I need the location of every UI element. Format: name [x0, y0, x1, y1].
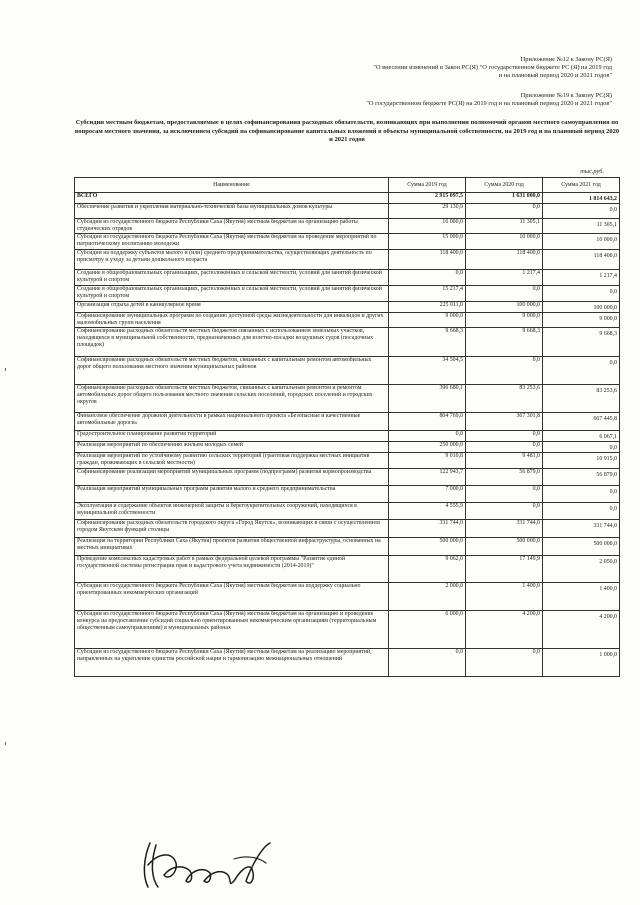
unit-label: тыс.руб. — [580, 168, 604, 175]
row-value-2020: 0,0 — [466, 649, 543, 677]
row-value-2019: 29 130,9 — [389, 204, 466, 219]
row-value-2020: 0,0 — [466, 204, 543, 219]
row-value-2020: 367 301,8 — [466, 413, 543, 431]
row-value-2021: 0,0 — [543, 486, 620, 503]
row-value-2020: 11 305,1 — [466, 219, 543, 234]
row-value-2020: 118 400,0 — [466, 250, 543, 270]
table-row — [75, 413, 620, 431]
table-row — [75, 385, 620, 413]
row-value-2021: 118 400,0 — [543, 250, 620, 270]
row-name-cell: Организация отдыха детей в каникулярное время — [75, 302, 389, 313]
row-value-2021: 10 915,0 — [543, 453, 620, 469]
header-2020: Сумма 2020 год — [466, 178, 543, 193]
row-name-cell: ВСЕГО — [75, 193, 389, 204]
row-value-2020: 0,0 — [466, 286, 543, 302]
row-value-2019: 16 000,0 — [389, 219, 466, 234]
row-name-cell: Реализация мероприятий муниципальных программ развития малого и среднего предпринимательства — [75, 486, 389, 503]
appendix-header-2 — [366, 92, 612, 108]
row-value-2019: 804 769,0 — [389, 413, 466, 431]
row-name-cell: Субсидии из государственного бюджета Республики Саха (Якутия) местным бюджетам на поддержку социально ориентированных некоммерческих организаций — [75, 583, 389, 611]
row-value-2019: 122 943,7 — [389, 469, 466, 486]
row-value-2020: 0,0 — [466, 503, 543, 520]
row-value-2019: 2 915 097,5 — [389, 193, 466, 204]
row-value-2020: 1 217,4 — [466, 270, 543, 286]
table-row — [75, 486, 620, 503]
row-value-2020: 56 879,0 — [466, 469, 543, 486]
row-value-2021: 0,0 — [543, 503, 620, 520]
row-value-2021: 331 744,0 — [543, 520, 620, 538]
row-name-cell: Создание в общеобразовательных организациях, расположенных в сельской местности, условий для занятий физической культурой и спортом — [75, 286, 389, 302]
table-row — [75, 538, 620, 556]
table-row — [75, 503, 620, 520]
row-name-cell: Софинансирование расходных обязательств местных бюджетов, связанных с капитальным ремонтом и ремонтом автомобильных дорог общего пользования местного значения сельских поселений, городских поселений и городских округов — [75, 385, 389, 413]
table-row — [75, 556, 620, 583]
scan-mark-2 — [5, 742, 6, 745]
table-header-row — [75, 178, 620, 193]
document-title: Субсидии местным бюджетам, предоставляемые в целях софинансирования расходных обязательств, возникающих при выполнении полномочий органов местного самоуправления по вопросам местного значения, за исключением субсидий на софинансирование капитальных вложений в объекты муниципальной собственности, на 2019 год и на плановый период 2020 и 2021 годов — [74, 119, 620, 144]
subsidies-table — [74, 177, 620, 677]
row-value-2019: 396 680,1 — [389, 385, 466, 413]
row-value-2019: 0,0 — [389, 270, 466, 286]
scan-mark-1 — [5, 368, 6, 371]
row-name-cell: Реализация мероприятий по устойчивому развитию сельских территорий (грантовая поддержка местных инициатив граждан, проживающих в сельской местности) — [75, 453, 389, 469]
row-value-2021: 4 200,0 — [543, 611, 620, 649]
row-value-2019: 9 062,0 — [389, 556, 466, 583]
row-name-cell: Обеспечение развития и укрепления материально-технической базы муниципальных домов культуры — [75, 204, 389, 219]
row-name-cell: Финансовое обеспечение дорожной деятельности в рамках национального проекта «Безопасные и качественные автомобильные дороги» — [75, 413, 389, 431]
row-name-cell: Софинансирование реализации мероприятий муниципальных программ (подпрограмм) развития кормопроизводства — [75, 469, 389, 486]
row-value-2021: 667 445,8 — [543, 413, 620, 431]
table-row — [75, 286, 620, 302]
row-value-2021: 0,0 — [543, 442, 620, 453]
appendix-1-line-3: и на плановый период 2020 и 2021 годов" — [498, 72, 612, 80]
appendix-2-line-2: "О государственном бюджете РС(Я) на 2019 год и на плановый период 2020 и 2021 годов" — [366, 100, 612, 108]
row-name-cell: Субсидии из государственного бюджета Республики Саха (Якутия) местным бюджетам на организацию работы студенческих отрядов — [75, 219, 389, 234]
row-value-2020: 17 149,9 — [466, 556, 543, 583]
row-value-2020: 9 000,0 — [466, 313, 543, 328]
row-value-2019: 15 217,4 — [389, 286, 466, 302]
table-row — [75, 442, 620, 453]
row-name-cell: Софинансирование расходных обязательств городского округа «Город Якутск», возникающих в связи с осуществлением городом Якутском функций столицы — [75, 520, 389, 538]
table-row — [75, 193, 620, 204]
appendix-2-line-1: Приложение №19 к Закону РС(Я) — [520, 92, 612, 99]
appendix-1-line-2: "О внесении изменений в Закон РС(Я) "О государственном бюджете РС (Я) на 2019 год — [373, 64, 612, 72]
row-value-2020: 10 000,0 — [466, 234, 543, 250]
row-value-2019: 225 011,0 — [389, 302, 466, 313]
row-value-2020: 100 000,0 — [466, 302, 543, 313]
row-value-2020: 1 631 000,0 — [466, 193, 543, 204]
row-value-2019: 15 000,0 — [389, 234, 466, 250]
row-value-2020: 0,0 — [466, 357, 543, 385]
row-name-cell: Реализация мероприятий по обеспечению жильем молодых семей — [75, 442, 389, 453]
row-value-2019: 2 000,0 — [389, 583, 466, 611]
table-row — [75, 204, 620, 219]
table-row — [75, 328, 620, 357]
row-value-2020: 0,0 — [466, 442, 543, 453]
row-value-2019: 0,0 — [389, 431, 466, 442]
table-row — [75, 431, 620, 442]
row-name-cell: Градостроительное планирование развития территорий — [75, 431, 389, 442]
table-row — [75, 357, 620, 385]
header-2021: Сумма 2021 год — [543, 178, 620, 193]
table-row — [75, 611, 620, 649]
row-value-2020: 1 400,0 — [466, 583, 543, 611]
row-name-cell: Реализация на территории Республики Саха (Якутия) проектов развития общественной инфраструктуры, основанных на местных инициативах — [75, 538, 389, 556]
row-value-2020: 4 200,0 — [466, 611, 543, 649]
row-value-2019: 4 555,9 — [389, 503, 466, 520]
row-value-2019: 250 000,0 — [389, 442, 466, 453]
row-value-2021: 10 000,0 — [543, 234, 620, 250]
row-value-2019: 118 400,0 — [389, 250, 466, 270]
row-value-2019: 9 010,8 — [389, 453, 466, 469]
row-name-cell: Субсидии из государственного бюджета Республики Саха (Якутия) местным бюджетам на реализацию мероприятий, направленных на укрепление единства российской нации и гармонизацию межнациональных отношений — [75, 649, 389, 677]
row-value-2019: 9 000,0 — [389, 313, 466, 328]
header-name: Наименование — [75, 178, 389, 193]
row-value-2019: 6 000,0 — [389, 611, 466, 649]
row-value-2021: 1 400,0 — [543, 583, 620, 611]
row-value-2021: 1 000,0 — [543, 649, 620, 677]
header-2019: Сумма 2019 год — [389, 178, 466, 193]
row-value-2020: 331 744,0 — [466, 520, 543, 538]
row-value-2021: 11 305,1 — [543, 219, 620, 234]
row-value-2021: 1 814 643,2 — [543, 193, 620, 204]
row-value-2021: 6 067,1 — [543, 431, 620, 442]
row-name-cell: Проведение комплексных кадастровых работ в рамках федеральной целевой программы "Развитие единой государственной системы регистрации прав и кадастрового учета недвижимости (2014-2019)" — [75, 556, 389, 583]
table-row — [75, 649, 620, 677]
row-value-2021: 9 000,0 — [543, 313, 620, 328]
table-row — [75, 234, 620, 250]
row-value-2021: 0,0 — [543, 204, 620, 219]
table-row — [75, 270, 620, 286]
row-value-2019: 331 744,0 — [389, 520, 466, 538]
row-value-2020: 9 668,3 — [466, 328, 543, 357]
row-value-2020: 0,0 — [466, 486, 543, 503]
row-value-2021: 9 668,3 — [543, 328, 620, 357]
table-row — [75, 219, 620, 234]
row-name-cell: Софинансирование расходных обязательств местных бюджетов связанных с использованием земельных участков, находящихся в муниципальной собственности, предназначенных для взлетно-посадки воздушных судов (посадочных площадок) — [75, 328, 389, 357]
row-value-2021: 1 217,4 — [543, 270, 620, 286]
row-value-2020: 83 253,6 — [466, 385, 543, 413]
row-value-2019: 500 000,0 — [389, 538, 466, 556]
table-row — [75, 583, 620, 611]
row-name-cell: Эксплуатация и содержание объектов инженерной защиты и берегоукрепительных сооружений, находящихся в муниципальной собственности — [75, 503, 389, 520]
row-name-cell: Софинансирование расходных обязательств местных бюджетов, связанных с капитальным ремонтом автомобильных дорог общего пользования местного значения муниципальных районов — [75, 357, 389, 385]
table-row — [75, 313, 620, 328]
row-value-2020: 9 481,0 — [466, 453, 543, 469]
row-name-cell: Создание в общеобразовательных организациях, расположенных в сельской местности, условий для занятий физической культурой и спортом — [75, 270, 389, 286]
appendix-1-line-1: Приложение №12 к Закону РС(Я) — [520, 56, 612, 63]
row-value-2021: 500 000,0 — [543, 538, 620, 556]
table-row — [75, 469, 620, 486]
table-row — [75, 250, 620, 270]
row-name-cell: Субсидии из государственного бюджета Республики Саха (Якутия) местным бюджетам на организацию и проведение конкурса на предоставление субсидий социально ориентированным некоммерческим организациям (территориальным общественным самоуправлениям) в муниципальных районах — [75, 611, 389, 649]
table-row — [75, 520, 620, 538]
row-value-2019: 7 000,0 — [389, 486, 466, 503]
appendix-header-1 — [373, 56, 612, 81]
table-row — [75, 453, 620, 469]
row-value-2020: 500 000,0 — [466, 538, 543, 556]
row-value-2021: 83 253,6 — [543, 385, 620, 413]
row-value-2019: 34 504,5 — [389, 357, 466, 385]
row-name-cell: Софинансирование муниципальных программ по созданию доступной среды жизнедеятельности для инвалидов и других маломобильных групп населения — [75, 313, 389, 328]
row-value-2021: 100 000,0 — [543, 302, 620, 313]
table-row — [75, 302, 620, 313]
row-name-cell: Субсидии на поддержку субъектов малого и (или) среднего предпринимательства, осуществляющих деятельность по присмотру и уходу за детьми дошкольного возраста — [75, 250, 389, 270]
row-name-cell: Субсидии из государственного бюджета Республики Саха (Якутия) местным бюджетам на проведение мероприятий по патриотическому воспитанию молодежи — [75, 234, 389, 250]
row-value-2020: 0,0 — [466, 431, 543, 442]
row-value-2019: 9 668,3 — [389, 328, 466, 357]
handwritten-signature — [138, 835, 288, 895]
row-value-2021: 0,0 — [543, 286, 620, 302]
row-value-2019: 0,0 — [389, 649, 466, 677]
row-value-2021: 0,0 — [543, 357, 620, 385]
row-value-2021: 2 050,0 — [543, 556, 620, 583]
row-value-2021: 56 879,0 — [543, 469, 620, 486]
